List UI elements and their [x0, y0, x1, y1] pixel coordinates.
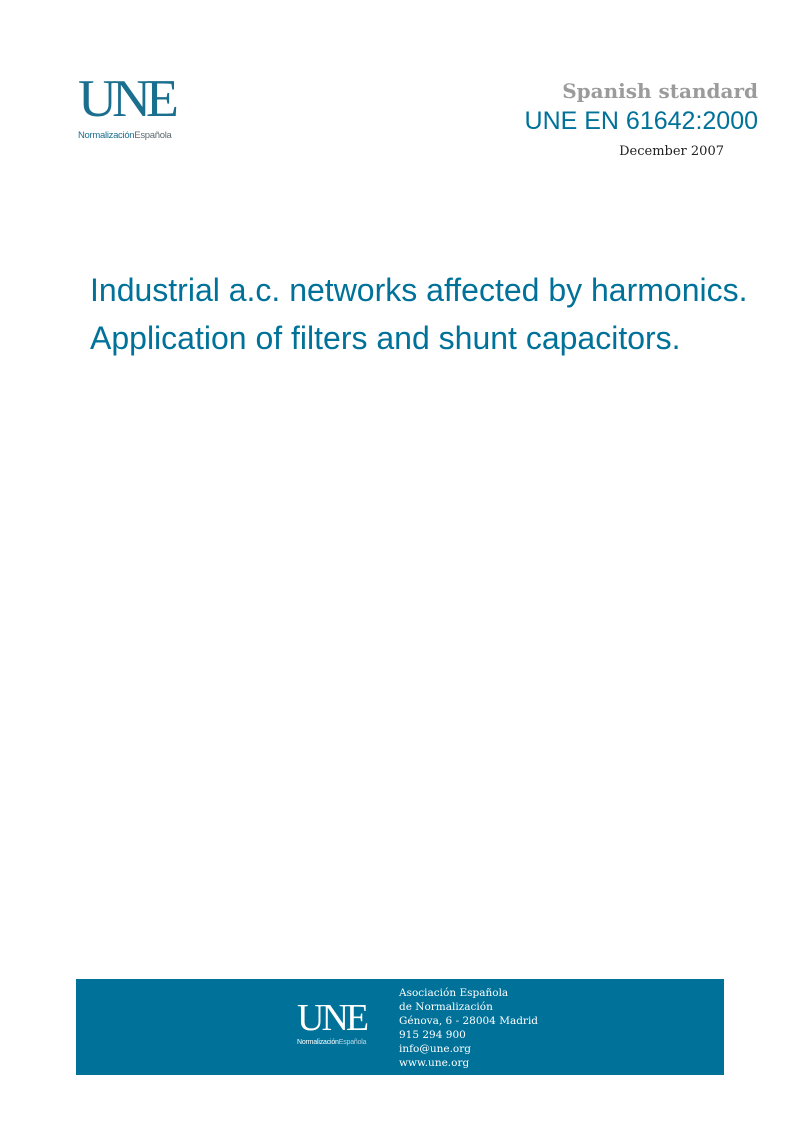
footer-logo-subtitle-part2: Española: [338, 1039, 367, 1046]
title-line-1: Industrial a.c. networks affected by harmonics.: [90, 272, 748, 308]
footer-logo-subtitle-part1: Normalización: [297, 1039, 339, 1046]
footer-website: www.une.org: [399, 1057, 470, 1069]
footer-banner: [76, 979, 724, 1075]
logo-subtitle-part2: Española: [134, 130, 172, 141]
une-logo: [78, 70, 198, 141]
footer-org-line-1: Asociación Española: [399, 987, 509, 999]
footer-email: info@une.org: [399, 1043, 471, 1055]
footer-address: [399, 986, 538, 1070]
standard-code: UNE EN 61642:2000: [524, 107, 758, 135]
footer-logo-mark: UNE: [297, 997, 367, 1039]
logo-mark: UNE: [78, 70, 174, 128]
footer-logo: [297, 997, 367, 1046]
footer-street-address: Génova, 6 - 28004 Madrid: [399, 1015, 539, 1027]
standard-date: December 2007: [619, 144, 724, 159]
document-title: [90, 266, 760, 362]
standard-header: [525, 78, 758, 162]
footer-org-line-2: de Normalización: [399, 1001, 493, 1013]
footer-phone: 915 294 900: [399, 1029, 466, 1041]
logo-subtitle-part1: Normalización: [78, 130, 135, 141]
logo-subtitle: [78, 130, 198, 141]
footer-logo-subtitle: [297, 1039, 366, 1046]
standard-type: Spanish standard: [562, 79, 758, 103]
title-line-2: Application of filters and shunt capacitors.: [90, 320, 681, 356]
